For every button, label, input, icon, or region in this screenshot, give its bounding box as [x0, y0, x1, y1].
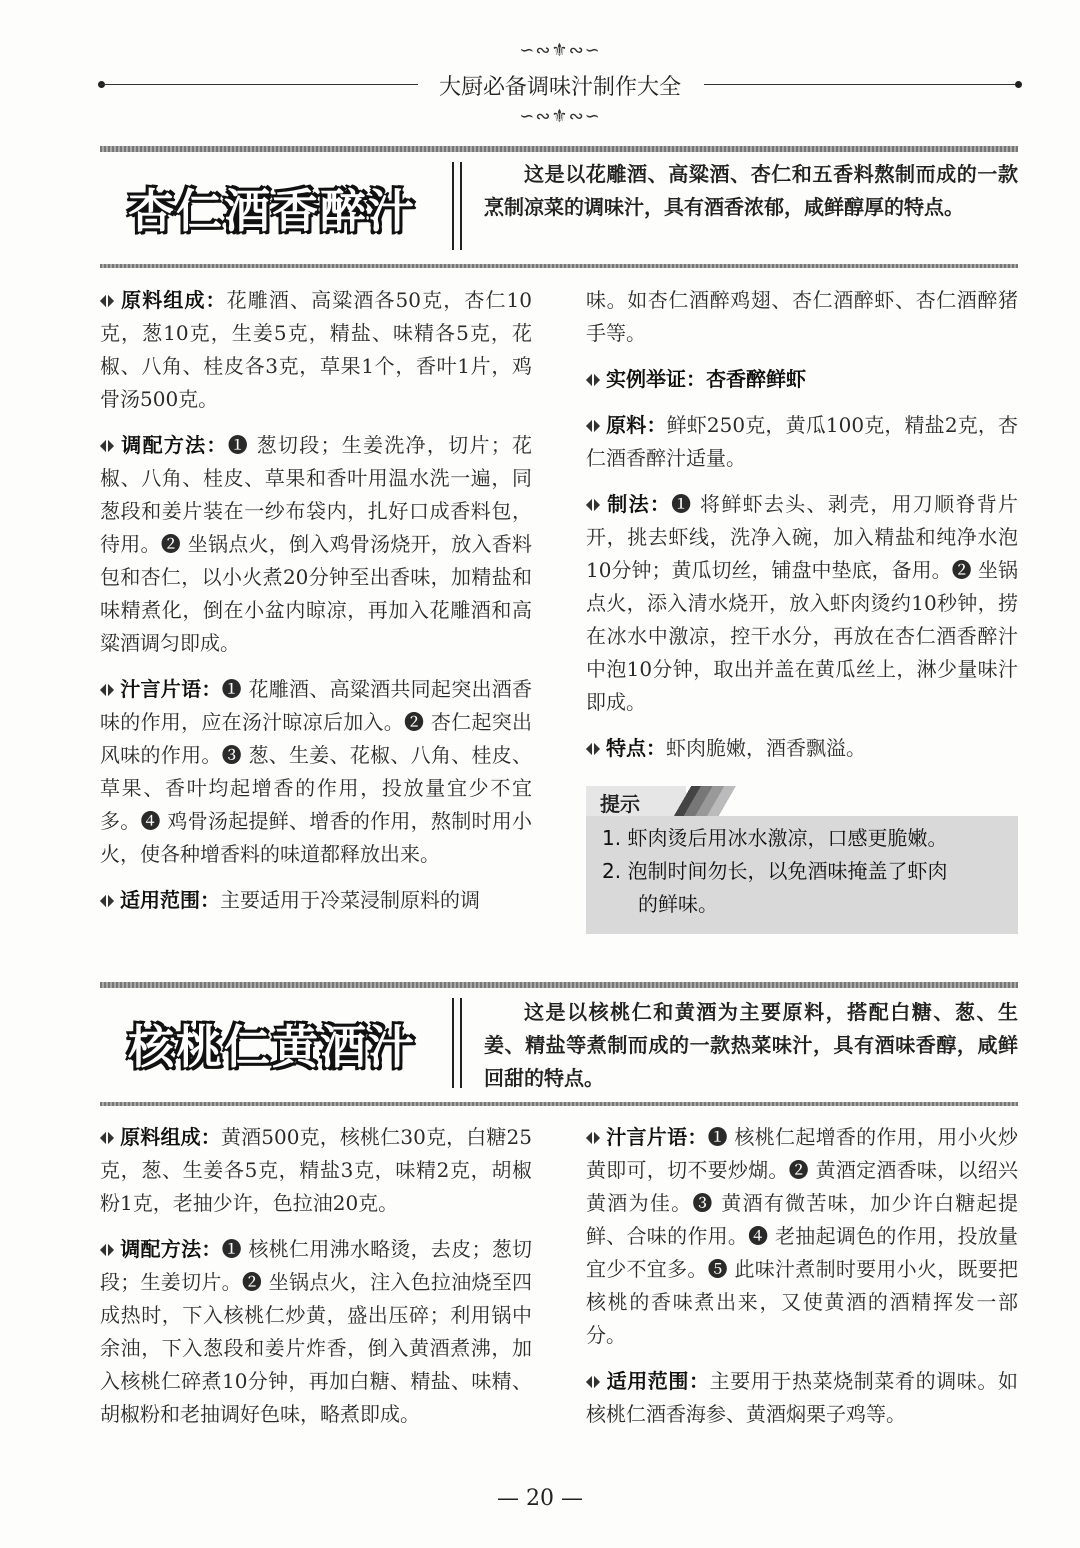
- paragraph-label: 实例举证：: [606, 367, 706, 391]
- paragraph-label: 制法：: [606, 492, 672, 516]
- diamond-bullet-icon: [100, 1243, 114, 1257]
- paragraph-text: 主要用于热菜烧制菜肴的调味。如核桃仁酒香海参、黄酒焖栗子鸡等。: [586, 1369, 1019, 1426]
- paragraph-text: ❶ 葱切段；生姜洗净，切片；花椒、八角、桂皮、草果和香叶用温水洗一遍，同葱段和姜片装在一纱布袋内，扎好口成香料包，待用。❷ 坐锅点火，倒入鸡骨汤烧开，放入香料包和杏仁，以小火煮20分钟至出香味，加精盐和味精煮化，倒在小盆内晾凉，再加入花雕酒和高粱酒调匀即成。: [100, 433, 533, 655]
- section-top-band: [100, 982, 1018, 988]
- paragraph-text: 花雕酒、高粱酒各50克，杏仁10克，葱10克，生姜5克，精盐、味精各5克，花椒、八角、桂皮各3克，草果1个，香叶1片，鸡骨汤500克。: [100, 288, 533, 411]
- running-header-title: 大厨必备调味汁制作大全: [438, 75, 681, 100]
- paragraph: [100, 1233, 532, 1431]
- tip-box: [586, 786, 1018, 934]
- left-column: [100, 284, 532, 930]
- paragraph-label: 原料：: [606, 413, 667, 437]
- paragraph-label: 特点：: [606, 736, 666, 760]
- tip-body: [586, 816, 1018, 934]
- paragraph-text: 虾肉脆嫩，酒香飘溢。: [666, 736, 866, 760]
- paragraph-label: 汁言片语：: [120, 677, 222, 701]
- ornament-top-icon: ∽∾⚜∾∽: [519, 40, 601, 61]
- paragraph-text: ❶ 核桃仁用沸水略烫，去皮；葱切段；生姜切片。❷ 坐锅点火，注入色拉油烧至四成热时，下入核桃仁炒黄，盛出压碎；利用锅中余油，下入葱段和姜片炸香，倒入黄酒煮沸，加入核桃仁碎煮10分钟，再加白糖、精盐、味精、胡椒粉和老抽调好色味，略煮即成。: [100, 1237, 533, 1426]
- diamond-bullet-icon: [100, 894, 114, 908]
- section-top-band: [100, 146, 1018, 152]
- paragraph-label: 适用范围：: [606, 1369, 710, 1393]
- paragraph-label: 调配方法：: [120, 1237, 222, 1261]
- paragraph: [586, 363, 1018, 396]
- tip-item: 的鲜味。: [638, 892, 718, 916]
- paragraph: [100, 673, 532, 871]
- paragraph: [100, 1121, 532, 1220]
- right-column: [586, 1121, 1018, 1444]
- ornament-bottom-icon: ∽∾⚜∾∽: [519, 106, 601, 127]
- paragraph-text: 主要适用于冷菜浸制原料的调: [220, 888, 480, 912]
- title-divider: [452, 998, 462, 1088]
- paragraph-text: ❶ 将鲜虾去头、剥壳，用刀顺脊背片开，挑去虾线，洗净入碗，加入精盐和纯净水泡10分钟；黄瓜切丝，铺盘中垫底，备用。❷ 坐锅点火，添入清水烧开，放入虾肉烫约10秒钟，捞在冰水中激凉，控干水分，再放在杏仁酒香醉汁中泡10分钟，取出并盖在黄瓜丝上，淋少量味汁即成。: [586, 492, 1019, 714]
- example-dish-name: 杏香醉鲜虾: [706, 367, 806, 391]
- paragraph-label: 适用范围：: [120, 888, 220, 912]
- tip-label: 提示: [600, 792, 640, 816]
- left-column: [100, 1121, 532, 1444]
- section-bottom-band: [100, 1102, 1018, 1106]
- paragraph-label: 原料组成：: [120, 288, 227, 312]
- section-title-badge: [118, 1010, 426, 1078]
- paragraph: [586, 732, 1018, 765]
- section-title: 杏仁酒香醉汁: [128, 184, 416, 238]
- paragraph-text: 鲜虾250克，黄瓜100克，精盐2克，杏仁酒香醉汁适量。: [586, 413, 1019, 470]
- paragraph-text: 味。如杏仁酒醉鸡翅、杏仁酒醉虾、杏仁酒醉猪手等。: [586, 288, 1018, 345]
- paragraph: [586, 1121, 1018, 1352]
- paragraph-label: 汁言片语：: [606, 1125, 708, 1149]
- paragraph: [100, 884, 532, 917]
- paragraph-label: 原料组成：: [120, 1125, 221, 1149]
- page-number: — 20 —: [497, 1486, 583, 1511]
- paragraph-text: 黄酒500克，核桃仁30克，白糖25克，葱、生姜各5克，精盐3克，味精2克，胡椒粉1克，老抽少许，色拉油20克。: [100, 1125, 533, 1215]
- paragraph: [100, 429, 532, 660]
- diamond-bullet-icon: [100, 1131, 114, 1145]
- paragraph: [586, 409, 1018, 475]
- paragraph-label: 调配方法：: [120, 433, 228, 457]
- diamond-bullet-icon: [586, 1375, 600, 1389]
- paragraph: [100, 284, 532, 416]
- section-bottom-band: [100, 264, 1018, 268]
- paragraph: [586, 488, 1018, 719]
- diamond-bullet-icon: [586, 498, 600, 512]
- tip-stripes-decoration: [662, 786, 742, 816]
- header-rule-right: [704, 84, 1020, 85]
- diamond-bullet-icon: [100, 439, 114, 453]
- right-column: [586, 284, 1018, 778]
- tip-item: 1. 虾肉烫后用冰水激凉，口感更脆嫩。: [602, 826, 948, 850]
- paragraph-text: ❶ 核桃仁起增香的作用，用小火炒黄即可，切不要炒煳。❷ 黄酒定酒香味，以绍兴黄酒为佳。❸ 黄酒有微苦味，加少许白糖起提鲜、合味的作用。❹ 老抽起调色的作用，投放量宜少不宜多。❺ 此味汁煮制时要用小火，既要把核桃的香味煮出来，又使黄酒的酒精挥发一部分。: [586, 1125, 1019, 1347]
- diamond-bullet-icon: [586, 1131, 600, 1145]
- header-dot-right: [1015, 81, 1022, 88]
- diamond-bullet-icon: [586, 742, 600, 756]
- tip-item: 2. 泡制时间勿长，以免酒味掩盖了虾肉: [602, 859, 948, 883]
- paragraph: [586, 1365, 1018, 1431]
- section-intro: 这是以花雕酒、高粱酒、杏仁和五香料熬制而成的一款烹制凉菜的调味汁，具有酒香浓郁，咸鲜醇厚的特点。: [484, 162, 1018, 219]
- section-intro: 这是以核桃仁和黄酒为主要原料，搭配白糖、葱、生姜、精盐等煮制而成的一款热菜味汁，具有酒味香醇，咸鲜回甜的特点。: [484, 1000, 1018, 1090]
- paragraph: [586, 284, 1018, 350]
- diamond-bullet-icon: [586, 373, 600, 387]
- paragraph-text: ❶ 花雕酒、高粱酒共同起突出酒香味的作用，应在汤汁晾凉后加入。❷ 杏仁起突出风味的作用。❸ 葱、生姜、花椒、八角、桂皮、草果、香叶均起增香的作用，投放量宜少不宜多。❹ 鸡骨汤起提鲜、增香的作用，熬制时用小火，使各种增香料的味道都释放出来。: [100, 677, 533, 866]
- diamond-bullet-icon: [586, 419, 600, 433]
- section-title-badge: [118, 174, 426, 242]
- section-title: 核桃仁黄酒汁: [128, 1020, 416, 1074]
- diamond-bullet-icon: [100, 294, 114, 308]
- title-divider: [452, 162, 462, 250]
- diamond-bullet-icon: [100, 683, 114, 697]
- page-header: [100, 40, 1020, 140]
